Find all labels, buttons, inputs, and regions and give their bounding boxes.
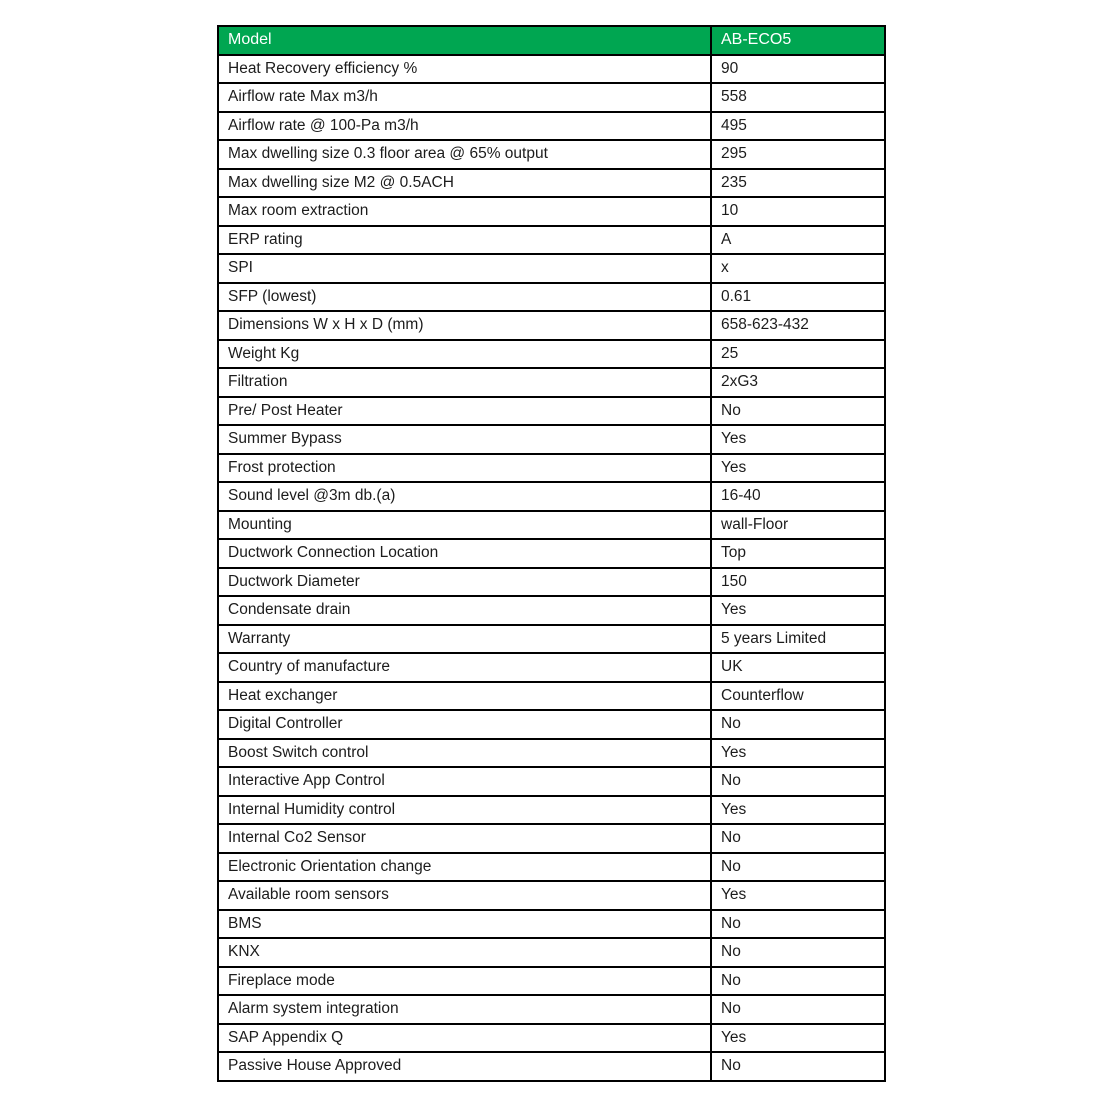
table-row — [218, 55, 885, 84]
spec-label: Sound level @3m db.(a) — [218, 482, 711, 511]
header-model-label: Model — [218, 26, 711, 55]
spec-label: Summer Bypass — [218, 425, 711, 454]
spec-label: Mounting — [218, 511, 711, 540]
spec-label: Condensate drain — [218, 596, 711, 625]
spec-value: 0.61 — [711, 283, 885, 312]
spec-value: Yes — [711, 454, 885, 483]
spec-label: Filtration — [218, 368, 711, 397]
table-row — [218, 967, 885, 996]
table-row — [218, 539, 885, 568]
table-row — [218, 910, 885, 939]
table-row — [218, 796, 885, 825]
spec-value: Yes — [711, 1024, 885, 1053]
table-row — [218, 625, 885, 654]
table-row — [218, 739, 885, 768]
table-row — [218, 83, 885, 112]
table-row — [218, 995, 885, 1024]
spec-value: 25 — [711, 340, 885, 369]
table-row — [218, 482, 885, 511]
spec-value: 90 — [711, 55, 885, 84]
table-row — [218, 511, 885, 540]
spec-value: No — [711, 938, 885, 967]
spec-label: Warranty — [218, 625, 711, 654]
spec-value: wall-Floor — [711, 511, 885, 540]
spec-label: SPI — [218, 254, 711, 283]
header-row — [218, 26, 885, 55]
table-row — [218, 767, 885, 796]
spec-label: Dimensions W x H x D (mm) — [218, 311, 711, 340]
spec-label: Electronic Orientation change — [218, 853, 711, 882]
spec-value: 16-40 — [711, 482, 885, 511]
spec-value: No — [711, 995, 885, 1024]
spec-value: Yes — [711, 425, 885, 454]
spec-value: 495 — [711, 112, 885, 141]
spec-value: Yes — [711, 796, 885, 825]
spec-value: A — [711, 226, 885, 255]
spec-label: Max room extraction — [218, 197, 711, 226]
spec-label: Internal Co2 Sensor — [218, 824, 711, 853]
spec-label: Max dwelling size 0.3 floor area @ 65% output — [218, 140, 711, 169]
spec-value: 558 — [711, 83, 885, 112]
header-product-name: AB-ECO5 — [711, 26, 885, 55]
spec-label: Internal Humidity control — [218, 796, 711, 825]
table-row — [218, 653, 885, 682]
spec-label: Heat Recovery efficiency % — [218, 55, 711, 84]
spec-table-container — [217, 25, 886, 1082]
table-row — [218, 368, 885, 397]
spec-label: Fireplace mode — [218, 967, 711, 996]
spec-value: 295 — [711, 140, 885, 169]
spec-label: Boost Switch control — [218, 739, 711, 768]
spec-value: 235 — [711, 169, 885, 198]
spec-value: No — [711, 824, 885, 853]
spec-value: Top — [711, 539, 885, 568]
spec-value: Yes — [711, 596, 885, 625]
table-row — [218, 710, 885, 739]
spec-value: Yes — [711, 739, 885, 768]
spec-value: No — [711, 967, 885, 996]
spec-value: Yes — [711, 881, 885, 910]
spec-label: Country of manufacture — [218, 653, 711, 682]
table-row — [218, 938, 885, 967]
table-row — [218, 1052, 885, 1081]
spec-table-body — [218, 55, 885, 1081]
spec-label: Passive House Approved — [218, 1052, 711, 1081]
table-row — [218, 568, 885, 597]
table-row — [218, 197, 885, 226]
spec-value: No — [711, 397, 885, 426]
spec-label: Heat exchanger — [218, 682, 711, 711]
table-row — [218, 169, 885, 198]
spec-label: Airflow rate @ 100-Pa m3/h — [218, 112, 711, 141]
table-row — [218, 254, 885, 283]
table-row — [218, 226, 885, 255]
table-row — [218, 112, 885, 141]
table-row — [218, 340, 885, 369]
spec-label: Pre/ Post Heater — [218, 397, 711, 426]
spec-label: SAP Appendix Q — [218, 1024, 711, 1053]
spec-value: Counterflow — [711, 682, 885, 711]
spec-value: 658-623-432 — [711, 311, 885, 340]
spec-label: Alarm system integration — [218, 995, 711, 1024]
table-row — [218, 311, 885, 340]
table-row — [218, 1024, 885, 1053]
table-row — [218, 454, 885, 483]
spec-label: SFP (lowest) — [218, 283, 711, 312]
spec-table — [217, 25, 886, 1082]
spec-label: KNX — [218, 938, 711, 967]
table-row — [218, 881, 885, 910]
spec-label: Frost protection — [218, 454, 711, 483]
spec-label: BMS — [218, 910, 711, 939]
table-row — [218, 682, 885, 711]
spec-label: ERP rating — [218, 226, 711, 255]
spec-label: Airflow rate Max m3/h — [218, 83, 711, 112]
table-row — [218, 824, 885, 853]
spec-value: No — [711, 710, 885, 739]
spec-value: No — [711, 910, 885, 939]
spec-label: Weight Kg — [218, 340, 711, 369]
spec-label: Ductwork Connection Location — [218, 539, 711, 568]
spec-value: No — [711, 1052, 885, 1081]
spec-value: No — [711, 853, 885, 882]
table-row — [218, 397, 885, 426]
spec-value: x — [711, 254, 885, 283]
spec-value: No — [711, 767, 885, 796]
table-row — [218, 283, 885, 312]
spec-label: Interactive App Control — [218, 767, 711, 796]
spec-value: 2xG3 — [711, 368, 885, 397]
table-row — [218, 425, 885, 454]
spec-value: 150 — [711, 568, 885, 597]
table-row — [218, 853, 885, 882]
table-row — [218, 596, 885, 625]
table-row — [218, 140, 885, 169]
spec-label: Max dwelling size M2 @ 0.5ACH — [218, 169, 711, 198]
spec-label: Digital Controller — [218, 710, 711, 739]
spec-value: 5 years Limited — [711, 625, 885, 654]
spec-label: Ductwork Diameter — [218, 568, 711, 597]
spec-label: Available room sensors — [218, 881, 711, 910]
spec-value: UK — [711, 653, 885, 682]
spec-value: 10 — [711, 197, 885, 226]
